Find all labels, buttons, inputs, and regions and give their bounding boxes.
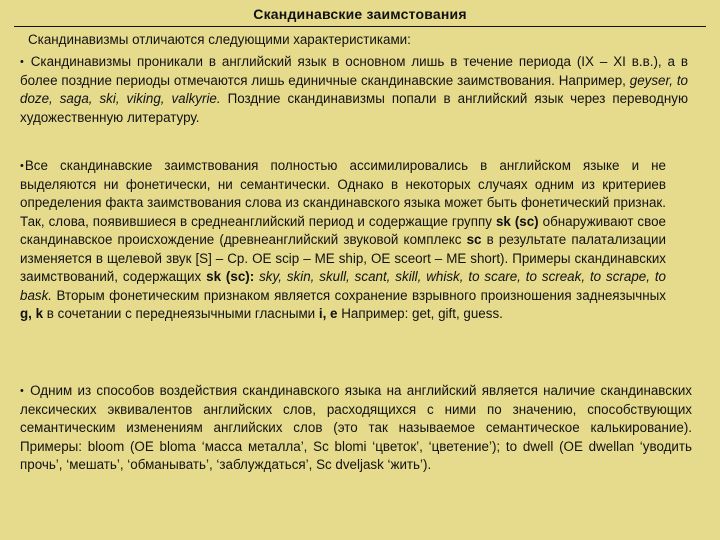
p2-bold-4: g, k [20,306,44,321]
p1-text-1: Скандинавизмы проникали в английский язык в основном лишь в течение периода (IX – XI в.в.), а в более поздние периоды отмечаются лишь единичные скандинавские заимствования. Например, [20,54,688,88]
p2-text-2: обнаруживают свое скандинавское происхождение (древнеанглийский звуковой комплекс [20,213,666,247]
bullet-icon: • [20,385,24,397]
slide-title: Скандинавские заимстования [253,6,467,22]
p3-text-1: Одним из способов воздействия скандинавского языка на английский является наличие скандинавских лексических эквивалентов английских слов, расходящихся с ними по значению, способствующих семантическим изменениям английских слов (это так называемое семантическое калькирование). Примеры: bloom (OE bloma ‘масса металла’, Sc blomi ‘цветок’, ‘цветение’); to dwell (OE dwellan ‘уводить прочь’, ‘мешать’, ‘обманывать’, ‘заблуждаться’, Sc dveljask ‘жить’). [20,383,692,473]
paragraph-1 [20,53,688,127]
p2-text-6: Например: get, gift, guess. [337,306,503,321]
p2-bold-5: i, e [318,306,338,321]
intro-text: Скандинавизмы отличаются следующими характеристиками: [28,32,411,47]
p2-text-4: Вторым фонетическим признаком является сохранение взрывного произношения заднеязычных [52,287,666,303]
p2-bold-1: sk (sc) [495,213,539,229]
p1-text-2: Поздние скандинавизмы попали в английский язык через переводную художественную литературу. [20,91,688,125]
p2-bold-2: sc [466,232,482,247]
p2-text-5: в сочетании с переднеязычными гласными [43,306,319,321]
title-underline [14,26,706,27]
p2-examples: sky, skin, skull, scant, skill, whisk, to scare, to screak, to scrape, to bask. [20,269,667,303]
p2-text-3: в результате палатализации изменяется в щелевой звук [S] – Ср. OE scip – ME ship, OE sceort – ME short). Примеры скандинавских заимствований, содержащих [20,232,666,284]
p1-examples: geyser, to doze, saga, ski, viking, valkyrie. [20,72,688,107]
p2-bold-3: sk (sc): [206,269,255,284]
bullet-icon: • [20,56,24,68]
bullet-icon: • [20,160,24,172]
paragraph-2 [20,157,666,324]
paragraph-3 [20,382,692,475]
p2-text-1: Все скандинавские заимствования полностью ассимилировались в английском языке и не выделяются ни фонетически, ни семантически. Однако в некоторых случаях одним из критериев определения факта заимствования слова из скандинавского языка может быть фонетический признак. Так, слова, появившиеся в среднеанглийский период и содержащие группу [20,158,666,229]
